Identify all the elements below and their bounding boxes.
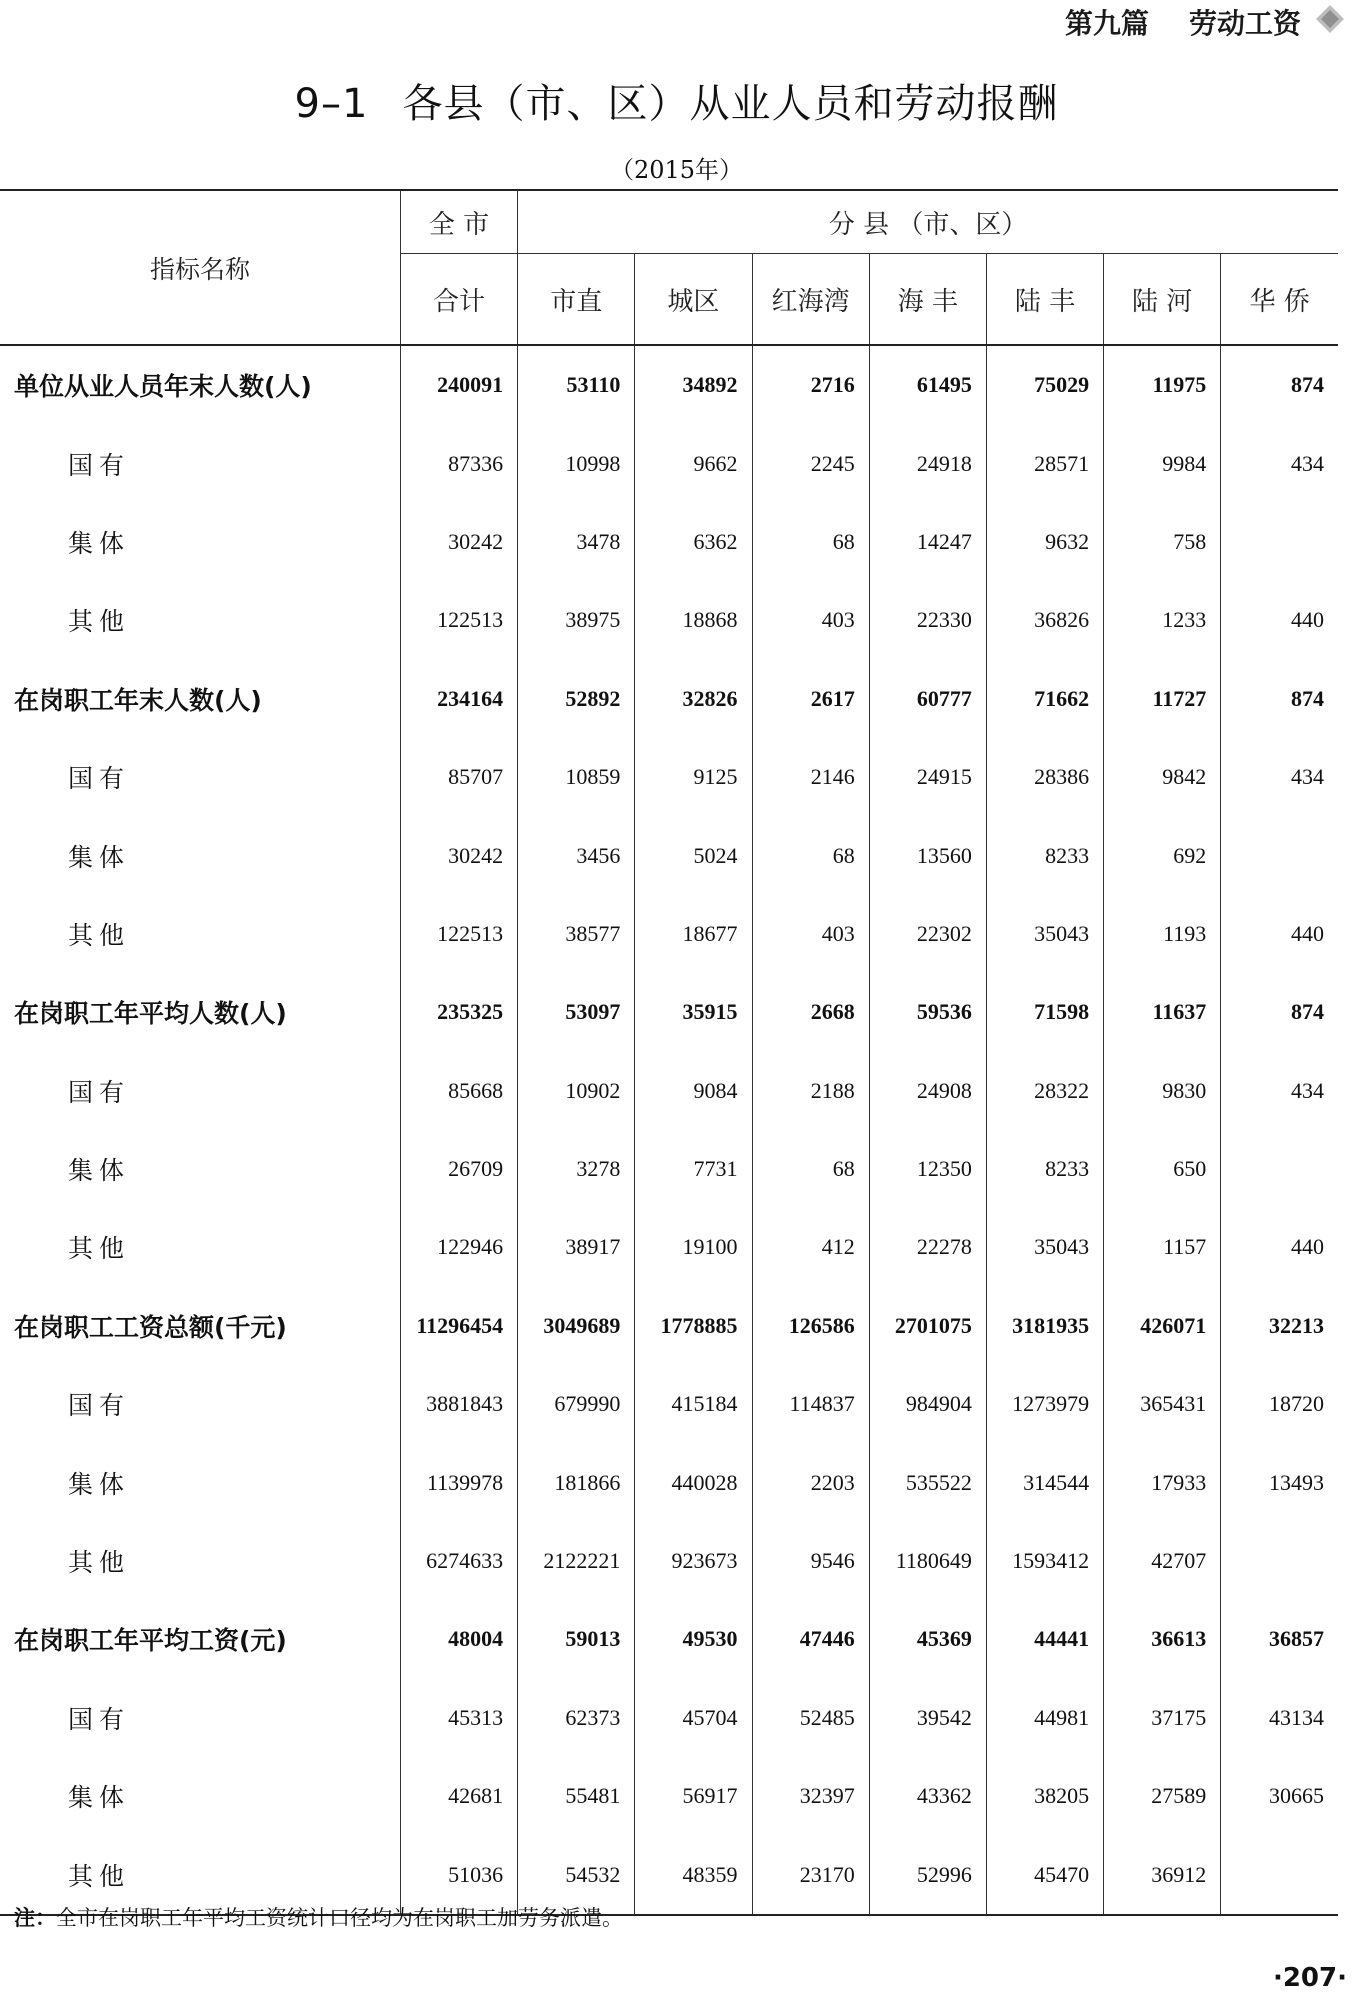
table-cell: 35915 xyxy=(635,973,752,1051)
table-cell: 9125 xyxy=(635,738,752,816)
table-cell: 12350 xyxy=(869,1130,986,1208)
table-cell: 68 xyxy=(752,816,869,894)
table-cell: 68 xyxy=(752,1130,869,1208)
table-cell: 34892 xyxy=(635,345,752,424)
table-cell: 28571 xyxy=(986,424,1103,502)
table-row xyxy=(0,895,1338,973)
table-cell: 9632 xyxy=(986,503,1103,581)
table-cell: 440 xyxy=(1221,1208,1338,1286)
table-cell: 30242 xyxy=(400,816,517,894)
table-row xyxy=(0,660,1338,738)
table-cell: 9842 xyxy=(1104,738,1221,816)
table-cell: 87336 xyxy=(400,424,517,502)
table-row xyxy=(0,1130,1338,1208)
table-cell: 2188 xyxy=(752,1052,869,1130)
table-cell: 2146 xyxy=(752,738,869,816)
table-cell: 36826 xyxy=(986,581,1103,659)
table-cell: 18720 xyxy=(1221,1365,1338,1443)
table-cell: 440 xyxy=(1221,895,1338,973)
table-cell: 17933 xyxy=(1104,1443,1221,1521)
table-row xyxy=(0,503,1338,581)
table-cell: 126586 xyxy=(752,1287,869,1365)
row-label: 集体 xyxy=(68,1783,131,1813)
table-cell: 8233 xyxy=(986,816,1103,894)
table-cell: 5024 xyxy=(635,816,752,894)
statistics-table xyxy=(0,189,1338,1916)
table-cell: 55481 xyxy=(518,1757,635,1835)
table-cell: 45313 xyxy=(400,1679,517,1757)
table-row xyxy=(0,1757,1338,1835)
table-cell: 9084 xyxy=(635,1052,752,1130)
table-row xyxy=(0,424,1338,502)
row-label: 其他 xyxy=(68,920,131,950)
table-cell: 403 xyxy=(752,581,869,659)
table-row xyxy=(0,345,1338,424)
table-cell: 38577 xyxy=(518,895,635,973)
table-cell: 692 xyxy=(1104,816,1221,894)
table-cell: 22278 xyxy=(869,1208,986,1286)
row-label: 在岗职工年平均人数(人) xyxy=(14,999,287,1029)
table-cell: 434 xyxy=(1221,424,1338,502)
table-cell: 47446 xyxy=(752,1600,869,1678)
table-cell: 11637 xyxy=(1104,973,1221,1051)
table-cell: 9984 xyxy=(1104,424,1221,502)
table-cell: 68 xyxy=(752,503,869,581)
table-cell: 48004 xyxy=(400,1600,517,1678)
table-cell: 3456 xyxy=(518,816,635,894)
table-cell: 426071 xyxy=(1104,1287,1221,1365)
table-cell: 44981 xyxy=(986,1679,1103,1757)
table-cell: 32826 xyxy=(635,660,752,738)
table-cell: 27589 xyxy=(1104,1757,1221,1835)
row-label: 在岗职工年平均工资(元) xyxy=(14,1626,287,1656)
table-cell: 2701075 xyxy=(869,1287,986,1365)
table-cell: 122513 xyxy=(400,581,517,659)
table-cell: 45369 xyxy=(869,1600,986,1678)
table-cell: 49530 xyxy=(635,1600,752,1678)
table-cell xyxy=(1221,816,1338,894)
table-cell: 30242 xyxy=(400,503,517,581)
table-cell: 53097 xyxy=(518,973,635,1051)
table-cell: 234164 xyxy=(400,660,517,738)
table-cell: 114837 xyxy=(752,1365,869,1443)
table-cell xyxy=(1221,1522,1338,1600)
footnote xyxy=(14,1902,623,1932)
table-cell: 122946 xyxy=(400,1208,517,1286)
table-cell: 440 xyxy=(1221,581,1338,659)
table-cell: 122513 xyxy=(400,895,517,973)
table-cell: 412 xyxy=(752,1208,869,1286)
table-cell: 403 xyxy=(752,895,869,973)
table-cell: 240091 xyxy=(400,345,517,424)
table-cell: 42707 xyxy=(1104,1522,1221,1600)
table-cell: 36912 xyxy=(1104,1835,1221,1914)
table-cell: 8233 xyxy=(986,1130,1103,1208)
table-cell: 1180649 xyxy=(869,1522,986,1600)
table-cell: 53110 xyxy=(518,345,635,424)
table-cell: 35043 xyxy=(986,895,1103,973)
row-label: 其他 xyxy=(0,1835,400,1914)
table-cell: 10902 xyxy=(518,1052,635,1130)
table-cell: 11975 xyxy=(1104,345,1221,424)
table-cell: 3049689 xyxy=(518,1287,635,1365)
section-title: 劳动工资 xyxy=(1188,7,1301,40)
row-label: 其他 xyxy=(68,607,131,637)
table-cell: 9662 xyxy=(635,424,752,502)
row-label: 集体 xyxy=(68,842,131,872)
table-cell: 3278 xyxy=(518,1130,635,1208)
column-header: 合计 xyxy=(400,254,517,346)
table-cell: 7731 xyxy=(635,1130,752,1208)
table-cell: 35043 xyxy=(986,1208,1103,1286)
table-cell: 3478 xyxy=(518,503,635,581)
table-cell: 24908 xyxy=(869,1052,986,1130)
table-cell: 365431 xyxy=(1104,1365,1221,1443)
table-cell: 434 xyxy=(1221,1052,1338,1130)
table-row xyxy=(0,1600,1338,1678)
row-label: 国有 xyxy=(68,764,131,794)
table-cell: 3881843 xyxy=(400,1365,517,1443)
table-cell xyxy=(1221,503,1338,581)
table-row xyxy=(0,973,1338,1051)
table-cell: 18868 xyxy=(635,581,752,659)
table-cell: 24915 xyxy=(869,738,986,816)
table-cell: 2203 xyxy=(752,1443,869,1521)
table-cell: 38205 xyxy=(986,1757,1103,1835)
city-total-group-header: 全 市 xyxy=(400,190,517,254)
column-header: 海 丰 xyxy=(869,254,986,346)
footnote-lead: 注： xyxy=(14,1906,56,1930)
table-cell: 28386 xyxy=(986,738,1103,816)
table-cell: 36613 xyxy=(1104,1600,1221,1678)
table-cell: 85668 xyxy=(400,1052,517,1130)
table-cell: 235325 xyxy=(400,973,517,1051)
table-row xyxy=(0,1522,1338,1600)
table-row xyxy=(0,1443,1338,1521)
table-cell: 43134 xyxy=(1221,1679,1338,1757)
table-cell: 13493 xyxy=(1221,1443,1338,1521)
row-label: 集体 xyxy=(68,1469,131,1499)
table-title xyxy=(0,72,1353,129)
table-cell: 23170 xyxy=(752,1835,869,1914)
table-cell: 19100 xyxy=(635,1208,752,1286)
table-row xyxy=(0,738,1338,816)
table-cell: 56917 xyxy=(635,1757,752,1835)
row-label: 在岗职工工资总额(千元) xyxy=(14,1312,287,1342)
table-cell: 54532 xyxy=(518,1835,635,1914)
table-cell: 874 xyxy=(1221,973,1338,1051)
table-cell: 874 xyxy=(1221,345,1338,424)
table-cell: 22302 xyxy=(869,895,986,973)
table-cell: 923673 xyxy=(635,1522,752,1600)
table-cell: 85707 xyxy=(400,738,517,816)
table-cell xyxy=(1221,1130,1338,1208)
table-cell: 45470 xyxy=(986,1835,1103,1914)
row-label: 集体 xyxy=(68,528,131,558)
table-cell: 1593412 xyxy=(986,1522,1103,1600)
table-cell: 9546 xyxy=(752,1522,869,1600)
table-row xyxy=(0,816,1338,894)
column-header: 红海湾 xyxy=(752,254,869,346)
table-row xyxy=(0,1208,1338,1286)
table-cell: 59536 xyxy=(869,973,986,1051)
diamond-ornament-icon xyxy=(1315,4,1345,34)
table-cell: 37175 xyxy=(1104,1679,1221,1757)
table-cell: 43362 xyxy=(869,1757,986,1835)
table-row xyxy=(0,1287,1338,1365)
table-cell: 24918 xyxy=(869,424,986,502)
table-cell: 52996 xyxy=(869,1835,986,1914)
table-row xyxy=(0,581,1338,659)
indicator-name-header: 指标名称 xyxy=(0,190,400,345)
table-cell: 11296454 xyxy=(400,1287,517,1365)
column-header: 市直 xyxy=(518,254,635,346)
table-year: （2015年） xyxy=(609,156,744,184)
table-cell: 32213 xyxy=(1221,1287,1338,1365)
row-label: 其他 xyxy=(68,1548,131,1578)
table-cell: 2617 xyxy=(752,660,869,738)
table-cell: 22330 xyxy=(869,581,986,659)
table-cell: 2245 xyxy=(752,424,869,502)
table-cell: 38917 xyxy=(518,1208,635,1286)
column-header: 陆 河 xyxy=(1104,254,1221,346)
part-title: 第九篇 xyxy=(1064,7,1149,40)
table-cell: 13560 xyxy=(869,816,986,894)
row-label: 在岗职工年末人数(人) xyxy=(14,685,262,715)
table-cell: 679990 xyxy=(518,1365,635,1443)
table-cell: 18677 xyxy=(635,895,752,973)
table-cell: 1193 xyxy=(1104,895,1221,973)
table-row xyxy=(0,1679,1338,1757)
table-cell: 2122221 xyxy=(518,1522,635,1600)
table-cell: 6274633 xyxy=(400,1522,517,1600)
table-cell: 9830 xyxy=(1104,1052,1221,1130)
column-header: 陆 丰 xyxy=(986,254,1103,346)
table-cell: 650 xyxy=(1104,1130,1221,1208)
table-number: 9–1 xyxy=(294,81,369,127)
footnote-text: 全市在岗职工年平均工资统计口径均为在岗职工加劳务派遣。 xyxy=(56,1906,623,1930)
table-cell: 30665 xyxy=(1221,1757,1338,1835)
table-row xyxy=(0,1365,1338,1443)
table-cell: 38975 xyxy=(518,581,635,659)
table-cell: 415184 xyxy=(635,1365,752,1443)
row-label: 国有 xyxy=(68,1704,131,1734)
column-header: 华 侨 xyxy=(1221,254,1338,346)
county-group-header: 分 县 （市、区） xyxy=(518,190,1338,254)
table-cell: 26709 xyxy=(400,1130,517,1208)
row-label: 集体 xyxy=(68,1156,131,1186)
table-cell: 62373 xyxy=(518,1679,635,1757)
table-cell: 2668 xyxy=(752,973,869,1051)
table-row xyxy=(0,1052,1338,1130)
table-cell: 314544 xyxy=(986,1443,1103,1521)
table-cell xyxy=(1221,1835,1338,1914)
table-cell: 48359 xyxy=(635,1835,752,1914)
row-label: 国有 xyxy=(68,1391,131,1421)
column-header: 城区 xyxy=(635,254,752,346)
table-cell: 874 xyxy=(1221,660,1338,738)
table-cell: 181866 xyxy=(518,1443,635,1521)
table-cell: 1778885 xyxy=(635,1287,752,1365)
table-cell: 44441 xyxy=(986,1600,1103,1678)
table-cell: 984904 xyxy=(869,1365,986,1443)
table-cell: 36857 xyxy=(1221,1600,1338,1678)
table-cell: 10998 xyxy=(518,424,635,502)
table-cell: 71598 xyxy=(986,973,1103,1051)
table-cell: 6362 xyxy=(635,503,752,581)
table-cell: 61495 xyxy=(869,345,986,424)
table-cell: 45704 xyxy=(635,1679,752,1757)
table-cell: 758 xyxy=(1104,503,1221,581)
row-label: 国有 xyxy=(68,450,131,480)
table-cell: 2716 xyxy=(752,345,869,424)
table-cell: 71662 xyxy=(986,660,1103,738)
table-cell: 434 xyxy=(1221,738,1338,816)
row-label: 单位从业人员年末人数(人) xyxy=(14,372,312,402)
table-cell: 39542 xyxy=(869,1679,986,1757)
row-label: 国有 xyxy=(68,1077,131,1107)
table-cell: 59013 xyxy=(518,1600,635,1678)
table-cell: 14247 xyxy=(869,503,986,581)
table-cell: 52485 xyxy=(752,1679,869,1757)
row-label: 其他 xyxy=(68,1234,131,1264)
table-cell: 440028 xyxy=(635,1443,752,1521)
table-cell: 51036 xyxy=(400,1835,517,1914)
table-cell: 535522 xyxy=(869,1443,986,1521)
table-cell: 42681 xyxy=(400,1757,517,1835)
page-number: ·207· xyxy=(1272,1963,1347,1993)
table-cell: 32397 xyxy=(752,1757,869,1835)
table-cell: 1273979 xyxy=(986,1365,1103,1443)
table-cell: 60777 xyxy=(869,660,986,738)
table-cell: 1139978 xyxy=(400,1443,517,1521)
table-cell: 10859 xyxy=(518,738,635,816)
table-cell: 52892 xyxy=(518,660,635,738)
table-cell: 28322 xyxy=(986,1052,1103,1130)
table-cell: 3181935 xyxy=(986,1287,1103,1365)
table-cell: 75029 xyxy=(986,345,1103,424)
running-header xyxy=(1065,0,1353,44)
table-cell: 11727 xyxy=(1104,660,1221,738)
table-cell: 1157 xyxy=(1104,1208,1221,1286)
table-title-text: 各县（市、区）从业人员和劳动报酬 xyxy=(402,81,1059,127)
table-cell: 1233 xyxy=(1104,581,1221,659)
